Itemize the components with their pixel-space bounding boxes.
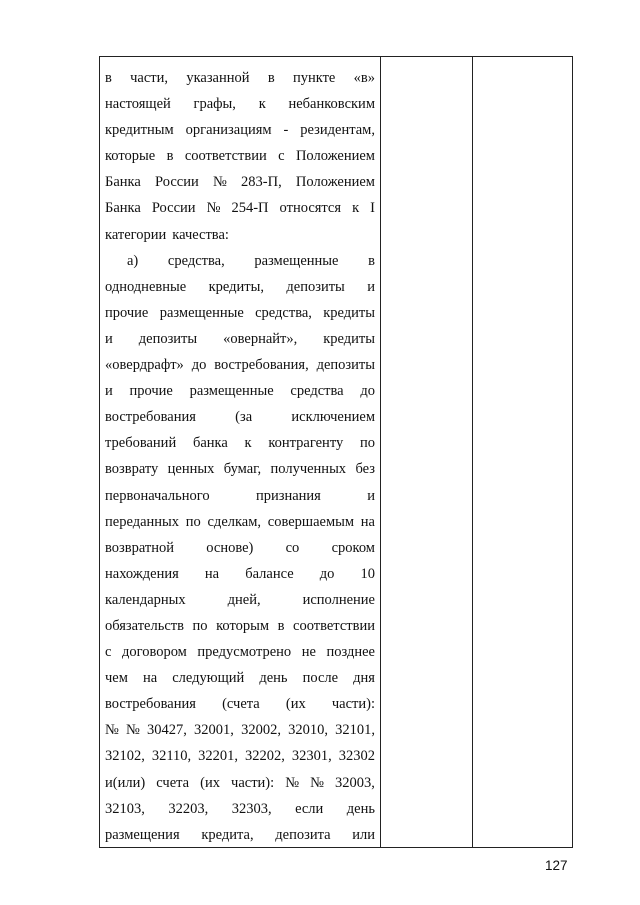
text-line: которые в соответствии с Положением <box>105 148 375 165</box>
text-line: и депозиты «овернайт», кредиты <box>105 330 375 347</box>
text-line: кредитным организациям - резидентам, <box>105 122 375 139</box>
text-line: востребования (за исключением <box>105 409 375 426</box>
table-cell-description <box>105 65 375 848</box>
text-line: обязательств по которым в соответствии <box>105 617 375 634</box>
text-line: календарных дней, исполнение <box>105 591 375 608</box>
text-line: первоначального признания и <box>105 487 375 504</box>
text-line: Банка России № 283-П, Положением <box>105 174 375 191</box>
text-line: настоящей графы, к небанковским <box>105 96 375 113</box>
column-divider <box>472 57 473 847</box>
text-line: 32103, 32203, 32303, если день <box>105 800 375 817</box>
text-line: однодневные кредиты, депозиты и <box>105 278 375 295</box>
text-line: и прочие размещенные средства до <box>105 383 375 400</box>
document-table <box>99 56 573 848</box>
text-line: № № 30427, 32001, 32002, 32010, 32101, <box>105 722 375 739</box>
text-line: переданных по сделкам, совершаемым на <box>105 513 375 530</box>
text-line: размещения кредита, депозита или <box>105 826 375 843</box>
text-line: «овердрафт» до востребования, депозиты <box>105 357 375 374</box>
text-line: чем на следующий день после дня <box>105 670 375 687</box>
text-line: с договором предусмотрено не позднее <box>105 644 375 661</box>
column-divider <box>380 57 381 847</box>
text-line: прочие размещенные средства, кредиты <box>105 304 375 321</box>
text-line: возвратной основе) со сроком <box>105 539 375 556</box>
page-number: 127 <box>545 858 568 873</box>
text-line: востребования (счета (их части): <box>105 696 375 713</box>
text-line: требований банка к контрагенту по <box>105 435 375 452</box>
text-line: возврату ценных бумаг, полученных без <box>105 461 375 478</box>
text-line: в части, указанной в пункте «в» <box>105 70 375 86</box>
text-line: а) средства, размещенные в <box>127 252 375 269</box>
text-line: нахождения на балансе до 10 <box>105 565 375 582</box>
text-line: и(или) счета (их части): № № 32003, <box>105 774 375 791</box>
text-line: категории качества: <box>105 226 229 243</box>
text-line: 32102, 32110, 32201, 32202, 32301, 32302 <box>105 748 375 765</box>
text-line: Банка России № 254-П относятся к I <box>105 200 375 217</box>
